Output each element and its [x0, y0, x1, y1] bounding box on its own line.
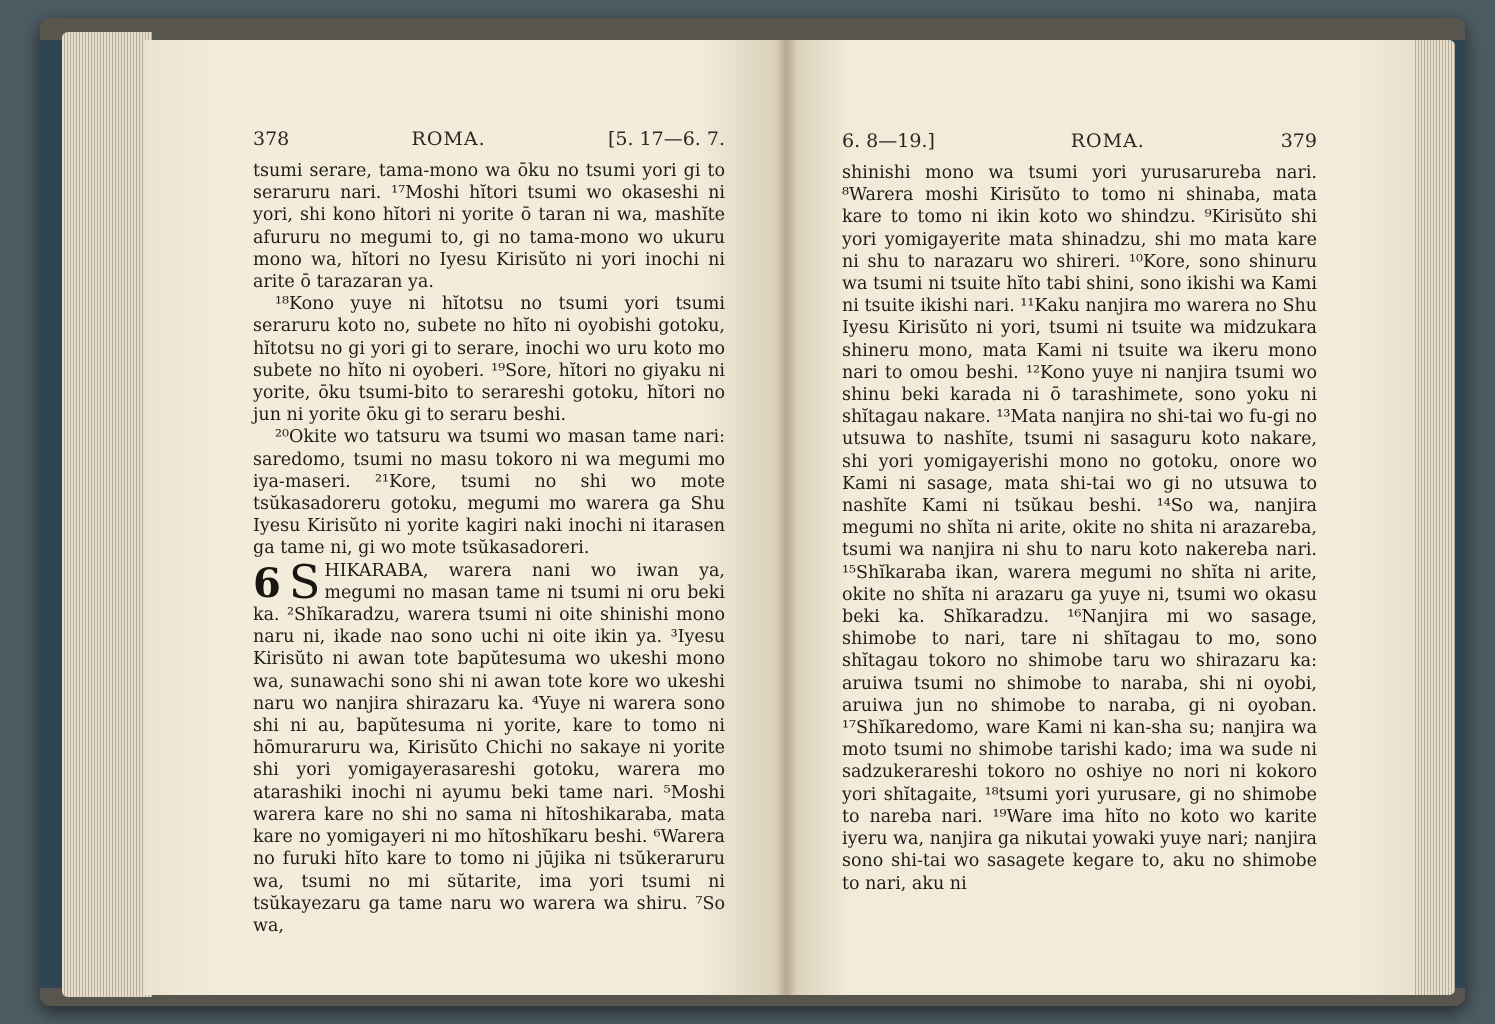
left-verse-range: [5. 17—6. 7. — [607, 128, 725, 150]
chapter-6-paragraph — [253, 554, 725, 937]
left-page-header — [253, 128, 725, 156]
left-page — [145, 40, 785, 995]
right-page-number: 379 — [1280, 130, 1317, 152]
chapter-number: 6 — [253, 559, 281, 607]
right-page-text — [842, 162, 1317, 895]
right-page — [785, 40, 1415, 995]
right-page-header — [842, 130, 1317, 158]
book-gutter — [775, 40, 797, 995]
page-edges-right — [1410, 40, 1455, 995]
right-paragraph-1: shinishi mono wa tsumi yori yurusarureba nari. ⁸Warera moshi Kirisŭto to tomo ni shinaba, mata kare to tomo ni ikin koto wo shindzu. ⁹Kirisŭto shi yori yomigayerite mata shinadzu, shi mo mata kare ni shu to narazaru wo shireri. ¹⁰Kore, sono shinuru wa tsumi ni tsuite hĭto tabi shini, sono ikishi wa Kami ni tsuite ikishi nari. ¹¹Kaku nanjira mo warera no Shu Iyesu Kirisŭto ni yori, tsumi ni tsuite wa midzukara shineru mono, mata Kami ni tsuite wa ikeru mono nari to omou beshi. ¹²Kono yuye ni nanjira tsumi wo shinu beki karada ni ō tarashimete, sono yoku ni shĭtagau nakare. ¹³Mata nanjira no shi-tai wo fu-gi no utsuwa to nashĭte, tsumi ni sasaguru koto nakare, shi yori yomigayerishi mono no gotoku, onore wo Kami ni sasage, mata shi-tai wo gi no utsuwa to nashĭte Kami ni tsŭkau beshi. ¹⁴So wa, nanjira megumi no shĭta ni arite, okite no shita ni arazareba, tsumi wa nanjira ni shu to naru koto nakereba nari. ¹⁵Shĭkaraba ikan, warera megumi no shĭta ni arite, okite no shĭta ni arazaru ga yuye ni, tsumi wo okasu beki ka. Shĭkaradzu. ¹⁶Nanjira mi wo sasage, shimobe to nari, tare ni shĭtagau to mo, sono shĭtagau tokoro no shimobe taru wo shirazaru ka: aruiwa tsumi no shimobe to naraba, shi ni oyobi, aruiwa jun no shimobe to naraba, gi ni oyoban. ¹⁷Shĭkaredomo, ware Kami ni kan-sha su; nanjira wa moto tsumi no shimobe tarishi kado; ima wa sude ni sadzukerareshi tokoro no oshiye no nori ni kokoro yori shĭtagaite, ¹⁸tsumi yori yurusare, gi no shimobe to nareba nari. ¹⁹Ware ima hĭto no koto wo karite iyeru wa, nanjira ga nikutai yowaki yuye nari; nanjira sono shi-tai wo sasagete kegare to, aku no shimobe to nari, aku ni — [842, 163, 1317, 894]
right-running-title: ROMA. — [1070, 130, 1145, 152]
left-page-text — [253, 160, 725, 937]
left-paragraph-2: ¹⁸Kono yuye ni hĭtotsu no tsumi yori tsumi seraruru koto no, subete no hĭto ni oyobishi gotoku, hĭtotsu no gi yori gi to serare, inochi wo uru koto mo subete no hĭto ni oyoberi. ¹⁹Sore, hĭtori no giyaku ni yorite, ōku tsumi-bito to serareshi gotoku, hĭtori no jun ni yorite ōku gi to seraru beshi. — [253, 294, 725, 426]
left-running-title: ROMA. — [411, 128, 486, 150]
chapter-initial: S — [288, 554, 321, 609]
left-paragraph-3: ²⁰Okite wo tatsuru wa tsumi wo masan tame nari: saredomo, tsumi no masu tokoro ni wa megumi mo iya-maseri. ²¹Kore, tsumi no shi wo mote tsŭkasadoreru gotoku, megumi mo warera ga Shu Iyesu Kirisŭto ni yorite kagiri naki inochi ni itarasen ga tame ni, gi wo mote tsŭkasadoreri. — [253, 427, 725, 559]
left-page-number: 378 — [253, 128, 290, 150]
left-paragraph-1: tsumi serare, tama-mono wa ōku no tsumi yori gi to seraruru nari. ¹⁷Moshi hĭtori tsumi wo okaseshi ni yori, shi kono hĭtori ni yorite ō taran ni wa, mashĭte afururu no megumi to, gi no tama-mono wo ukuru mono wa, hĭtori no Iyesu Kirisŭto ni yori inochi ni arite ō tarazaran ya. — [253, 161, 725, 293]
chapter-text: HIKARABA, warera nani wo iwan ya, megumi no masan tame ni tsumi ni oru beki ka. ²Shĭkaradzu, warera tsumi ni oite shinishi mono naru ni, ikade nao sono uchi ni oite ikin ya. ³Iyesu Kirisŭto ni awan tote bapŭtesuma wo ukeshi mono wa, sunawachi sono shi ni awan tote kore wo ukeshi naru wo nanjira shirazaru ka. ⁴Yuye ni warera sono shi ni au, bapŭtesuma ni yorite, kare to tomo ni hōmuraruru wa, Kirisŭto Chichi no sakaye ni yorite shi yori yomigayerasareshi gotoku, warera mo atarashiki inochi ni ayumu beki tame nari. ⁵Moshi warera kare no shi no sama ni hĭtoshikaraba, mata kare no yomigayeri ni mo hĭtoshĭkaru beshi. ⁶Warera no furuki hĭto kare to tomo ni jūjika ni tsŭkeraruru wa, tsumi no mi sŭtarite, ima yori tsumi ni tsŭkayezaru ga tame naru wo warera wa shiru. ⁷So wa, — [253, 560, 725, 936]
right-verse-range: 6. 8—19.] — [842, 130, 935, 152]
page-edges-left — [62, 32, 152, 997]
